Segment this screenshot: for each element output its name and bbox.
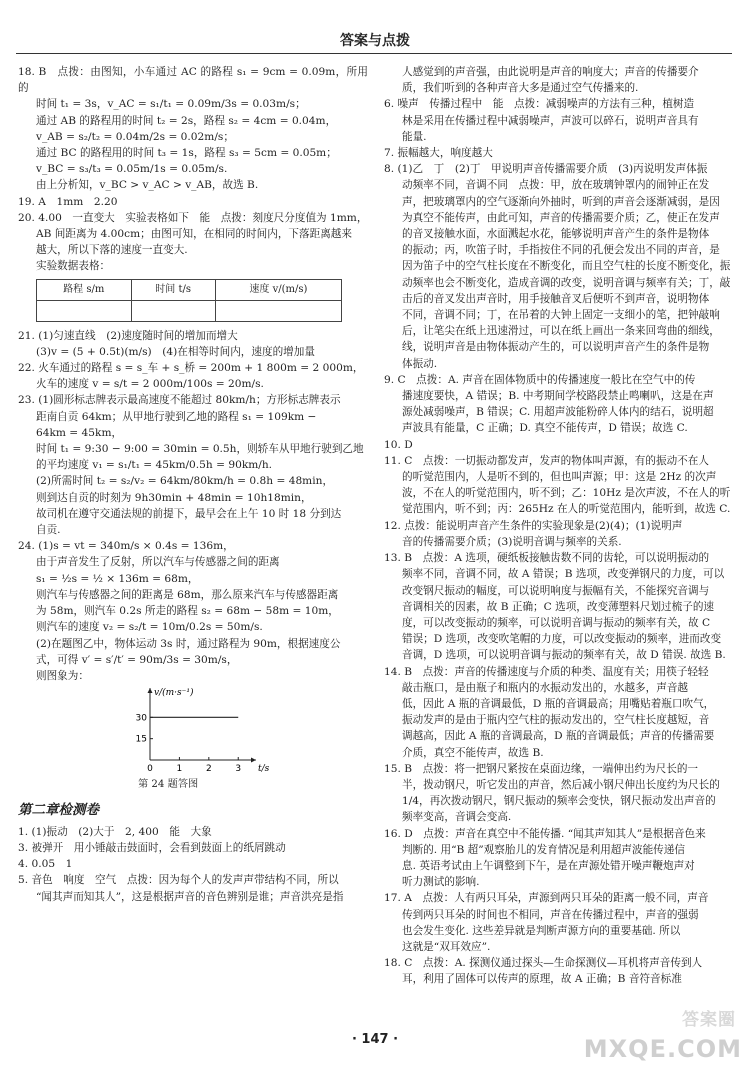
text-line: 21. (1)匀速直线 (2)速度随时间的增加而增大 bbox=[18, 329, 238, 342]
text-line: (2)在题图乙中，物体运动 3s 时，通过路程为 90m，根据速度公 bbox=[36, 637, 341, 650]
text-line: v_BC = s₃/t₃ = 0.05m/1s = 0.05m/s. bbox=[36, 163, 228, 176]
text-line: 通过 BC 的路程用的时间 t₃ = 1s，路程 s₃ = 5cm = 0.05m； bbox=[36, 147, 337, 160]
text-line: 1. (1)振动 (2)大于 2, 400 能 大象 bbox=[18, 825, 212, 838]
text-line: 听力测试的影响. bbox=[402, 876, 480, 889]
text-line: 8. (1)乙 丁 (2)丁 甲说明声音传播需要介质 (3)丙说明发声体振 bbox=[384, 163, 708, 176]
text-line: 这就是“双耳效应”. bbox=[402, 940, 491, 953]
text-line: 播速度要快，A 错误；B. 中考期间学校路段禁止鸣喇叭，这是在声 bbox=[402, 390, 714, 403]
text-line: 为 58m，则汽车 0.2s 所走的路程 s₂ = 68m − 58m = 10m， bbox=[36, 605, 339, 618]
text-line: 传到两只耳朵的时间也不相同，声音在传播过程中，声音的强弱 bbox=[402, 908, 699, 921]
text-line: 击后的音叉发出声音时，用手接触音叉后便听不到声音，说明物体 bbox=[402, 292, 710, 305]
y-axis-arrow bbox=[148, 688, 153, 693]
text-line: 不同，音调不同；丁，在吊着的大钟上固定一支细小的笔，把钟敲响 bbox=[402, 309, 720, 322]
text-line: 质，我们听到的各种声音大多是通过空气传播来的. bbox=[402, 82, 639, 95]
text-line: 64km = 45km， bbox=[36, 426, 123, 439]
text-line: 越大，所以下落的速度一直变大. bbox=[36, 244, 188, 257]
text-line: 17. A 点拨：人有两只耳朵，声源到两只耳朵的距离一般不同，声音 bbox=[384, 892, 709, 905]
text-line: 源处减弱噪声，B 错误；C. 用超声波能粉碎人体内的结石，说明超 bbox=[402, 406, 714, 419]
table-header-cell: 速度 v/(m/s) bbox=[215, 279, 341, 300]
right-lines bbox=[384, 64, 736, 988]
text-line: 振动发声的是由于瓶内空气柱的振动发出的，空气柱长度越短，音 bbox=[402, 714, 710, 727]
watermark-logo bbox=[583, 1010, 742, 1063]
table-header-cell: 路程 s/m bbox=[37, 279, 132, 300]
text-line: 9. C 点拨：A. 声音在固体物质中的传播速度一般比在空气中的传 bbox=[384, 373, 696, 386]
text-line: 声，把玻璃罩内的空气逐渐向外抽时，听到的声音会逐渐减弱，是因 bbox=[402, 195, 720, 208]
right-column bbox=[384, 64, 736, 988]
table-header-row bbox=[37, 279, 342, 300]
text-line: 11. C 点拨：一切振动都发声，发声的物体叫声源，有的振动不在人 bbox=[384, 454, 709, 467]
text-line: 低，因此 A 瓶的音调最低，D 瓶的音调最高；用嘴贴着瓶口吹气， bbox=[402, 697, 715, 710]
text-line: 19. A 1mm 2.20 bbox=[18, 195, 118, 208]
y-tick-label: 30 bbox=[135, 713, 147, 724]
text-line: 7. 振幅越大，响度越大 bbox=[384, 147, 493, 160]
text-line: 能量. bbox=[402, 130, 427, 143]
text-line: 1/4，再次拨动钢尺，钢尺振动的频率会变快，钢尺振动发出声音的 bbox=[402, 795, 716, 808]
text-line: 频率不同，音调不同，故 A 错误；B 选项，改变弹钢尺的力度，可以 bbox=[402, 568, 725, 581]
text-line: 波，不在人的听觉范围内，听不到；乙：10Hz 是次声波，不在人的听 bbox=[402, 487, 731, 500]
text-line: AB 间距离为 4.00cm；由图可知，在相同的时间内，下落距离越来 bbox=[36, 228, 352, 241]
text-line: 实验数据表格： bbox=[36, 260, 111, 273]
text-line: 的音叉接触水面，水面溅起水花，能够说明声音产生的条件是物体 bbox=[402, 228, 710, 241]
text-line: 线，说明声音是由物体振动产生的，可以说明声音产生的条件是物 bbox=[402, 341, 710, 354]
text-line: 动频率不同，音调不同 点拨：甲，放在玻璃钟罩内的闹钟正在发 bbox=[402, 179, 710, 192]
text-line: 14. B 点拨：声音的传播速度与介质的种类、温度有关；用筷子轻轻 bbox=[384, 665, 709, 678]
text-line: 判断的. 用“B 超”观察胎儿的发育情况是利用超声波能传递信 bbox=[402, 843, 685, 856]
text-line: 由上分析知，v_BC > v_AC > v_AB，故选 B. bbox=[36, 179, 259, 192]
text-line: 火车的速度 v = s/t = 2 000m/100s = 20m/s. bbox=[36, 378, 264, 391]
text-line: 18. C 点拨：A. 探测仪通过探头—生命探测仪—耳机将声音传到人 bbox=[384, 957, 703, 970]
text-line: 则到达自贡的时刻为 9h30min + 48min = 10h18min， bbox=[36, 491, 312, 504]
text-line: 20. 4.00 一直变大 实验表格如下 能 点拨：刻度尺分度值为 1mm， bbox=[18, 211, 368, 224]
y-tick-label: 15 bbox=[135, 734, 147, 745]
text-line: 时间 t₁ = 9:30 − 9:00 = 30min = 0.5h，则轿车从甲地行驶到乙地 bbox=[36, 443, 364, 456]
text-line: s₁ = ½s = ½ × 136m = 68m， bbox=[36, 572, 199, 585]
text-line: 15. B 点拨：将一把钢尺紧按在桌面边缘，一端伸出约为尺长的一 bbox=[384, 762, 699, 775]
text-line: 12. 点拨：能说明声音产生条件的实验现象是(2)(4)；(1)说明声 bbox=[384, 519, 683, 532]
text-line: 音调，D 选项，可以说明音调与振动的频率有关，故 D 错误. 故选 B. bbox=[402, 649, 726, 662]
text-line: 5. 音色 响度 空气 点拨：因为每个人的发声声带结构不同，所以 bbox=[18, 874, 339, 887]
text-line: 因为笛子中的空气柱长度在不断变化，而且空气柱的长度不断变化，振 bbox=[402, 260, 731, 273]
text-line: 也会发生变化. 这些差异就是判断声源方向的重要基础. 所以 bbox=[402, 924, 681, 937]
text-line: 24. (1)s = vt = 340m/s × 0.4s = 136m， bbox=[18, 540, 234, 553]
table-row bbox=[37, 300, 342, 321]
left-lines bbox=[18, 64, 368, 275]
text-line: “闻其声而知其人”，这是根据声音的音色辨别是谁；声音洪亮是指 bbox=[36, 890, 344, 903]
text-line: 的平均速度 v₁ = s₁/t₁ = 45km/0.5h = 90km/h. bbox=[36, 459, 273, 472]
data-table bbox=[36, 279, 342, 322]
y-axis-label: v/(m·s⁻¹) bbox=[154, 688, 194, 699]
text-line: 通过 AB 的路程用的时间 t₂ = 2s，路程 s₂ = 4cm = 0.04m， bbox=[36, 114, 337, 127]
text-line: 则汽车的速度 v₂ = s₂/t = 10m/0.2s = 50m/s. bbox=[36, 621, 263, 634]
x-tick-label: 1 bbox=[176, 764, 183, 775]
text-line: 林是采用在传播过程中减弱噪声，声波可以碎石，说明声音具有 bbox=[402, 114, 699, 127]
section-title: 第二章检测卷 bbox=[18, 801, 99, 818]
text-line: 式，可得 v′ = s′/t′ = 90m/3s = 30m/s， bbox=[36, 653, 238, 666]
text-line: 10. D bbox=[384, 438, 413, 451]
text-line: 22. 火车通过的路程 s = s_车 + s_桥 = 200m + 1 800m = 2 000m， bbox=[18, 362, 364, 375]
text-line: 体振动. bbox=[402, 357, 438, 370]
text-line: 6. 噪声 传播过程中 能 点拨：减弱噪声的方法有三种，植树造 bbox=[384, 98, 695, 111]
text-line: (3)v = (5 + 0.5t)(m/s) (4)在相等时间内，速度的增加量 bbox=[36, 345, 315, 358]
x-tick-label: 2 bbox=[205, 764, 212, 775]
text-line: 调越高，因此 A 瓶的音调最高，D 瓶的音调最低；声音的传播需要 bbox=[402, 730, 715, 743]
text-line: 的听觉范围内，人是听不到的，但也叫声源；甲：这是 2Hz 的次声 bbox=[402, 471, 717, 484]
text-line: 敲击瓶口，是由瓶子和瓶内的水振动发出的，水越多，声音越 bbox=[402, 681, 689, 694]
text-line: (2)所需时间 t₂ = s₂/v₂ = 64km/80km/h = 0.8h = 48min， bbox=[36, 475, 334, 488]
text-line: 由于声音发生了反射，所以汽车与传感器之间的距离 bbox=[36, 556, 280, 569]
text-line: 息. 英语考试由上午调整到下午，是在声源处错开噪声鞭炮声对 bbox=[402, 859, 695, 872]
text-line: 则汽车与传感器之间的距离是 68m，那么原来汽车与传感器距离 bbox=[36, 588, 339, 601]
watermark-sub: 答案圈 bbox=[682, 1010, 736, 1030]
table-header-cell: 时间 t/s bbox=[131, 279, 215, 300]
page-number: · 147 · bbox=[351, 1032, 399, 1047]
text-line: 3. 被弹开 用小锤敲击鼓面时，会看到鼓面上的纸屑跳动 bbox=[18, 841, 286, 854]
text-line: 16. D 点拨：声音在真空中不能传播. “闻其声知其人”是根据音色来 bbox=[384, 827, 706, 840]
text-line: 音调相关的因素，故 B 正确；C 选项，改变薄塑料尺划过梳子的速 bbox=[402, 600, 715, 613]
x-tick-label: 0 bbox=[147, 764, 153, 775]
text-line: 后，让笔尖在纸上迅速滑过，可以在纸上画出一条来回弯曲的细线， bbox=[402, 325, 720, 338]
text-line: 度，可以改变振动的频率，可以说明音调与振动的频率有关，故 C bbox=[402, 616, 711, 629]
text-line: 故司机在遵守交通法规的前提下，最早会在上午 10 时 18 分到达 bbox=[36, 507, 342, 520]
x-axis-arrow bbox=[251, 758, 256, 763]
text-line: 时间 t₁ = 3s，v_AC = s₁/t₁ = 0.09m/3s = 0.03m/s； bbox=[36, 98, 306, 111]
text-line: 23. (1)圆形标志牌表示最高速度不能超过 80km/h；方形标志牌表示 bbox=[18, 394, 341, 407]
text-line: 耳，利用了固体可以传声的原理，故 A 正确；B 音符音标准 bbox=[402, 973, 682, 986]
text-line: 自贡. bbox=[36, 524, 61, 537]
vt-chart bbox=[128, 686, 270, 775]
left-lines-3 bbox=[18, 824, 368, 905]
text-line: 半，拨动钢尺，听它发出的声音，然后减小钢尺伸出长度约为尺长的 bbox=[402, 778, 720, 791]
text-line: 动频率也会不断变化，造成音调的改变，说明音调与频率有关；丁，敲 bbox=[402, 276, 731, 289]
text-line: 18. B 点拨：由图知，小车通过 AC 的路程 s₁ = 9cm = 0.09m，所用的 bbox=[18, 66, 368, 95]
header-rule bbox=[16, 53, 732, 54]
text-line: 为真空不能传声，由此可知，声音的传播需要介质；乙，使正在发声 bbox=[402, 211, 720, 224]
text-line: 改变钢尺振动的幅度，可以说明响度与振幅有关，不能探究音调与 bbox=[402, 584, 710, 597]
figure-caption: 第 24 题答图 bbox=[138, 779, 199, 791]
text-line: 人感觉到的声音强，由此说明是声音的响度大；声音的传播要介 bbox=[402, 66, 699, 78]
text-line: 介质，真空不能传声，故选 B. bbox=[402, 746, 544, 759]
text-line: 错误；D 选项，改变吹笔帽的力度，可以改变振动的频率，进而改变 bbox=[402, 633, 722, 646]
text-line: 距南自贡 64km；从甲地行驶到乙地的路程 s₁ = 109km − bbox=[36, 410, 317, 423]
left-column bbox=[18, 64, 368, 905]
text-line: 频率变高，音调会变高. bbox=[402, 811, 512, 824]
text-line: 音的传播需要介质；(3)说明音调与频率的关系. bbox=[402, 535, 622, 548]
x-tick-label: 3 bbox=[235, 764, 242, 775]
text-line: v_AB = s₂/t₂ = 0.04m/2s = 0.02m/s； bbox=[36, 130, 234, 143]
left-lines-2 bbox=[18, 328, 368, 684]
text-line: 13. B 点拨：A 选项，硬纸板接触齿数不同的齿轮，可以说明振动的 bbox=[384, 552, 710, 565]
text-line: 觉范围内，听不到；丙：265Hz 在人的听觉范围内，能听到，故选 C. bbox=[402, 503, 731, 516]
x-axis-label: t/s bbox=[258, 764, 270, 775]
watermark-text: MXQE.COM bbox=[583, 1035, 742, 1063]
chart-container bbox=[128, 686, 368, 793]
text-line: 则图象为： bbox=[36, 669, 89, 682]
text-line: 声波具有能量，C 正确；D. 真空不能传声，D 错误；故选 C. bbox=[402, 422, 688, 435]
page-header-title: 答案与点拨 bbox=[340, 33, 410, 49]
text-line: 4. 0.05 1 bbox=[18, 858, 73, 871]
text-line: 的振动；丙，吹笛子时，手指按住不同的孔便会发出不同的声音，是 bbox=[402, 244, 720, 257]
